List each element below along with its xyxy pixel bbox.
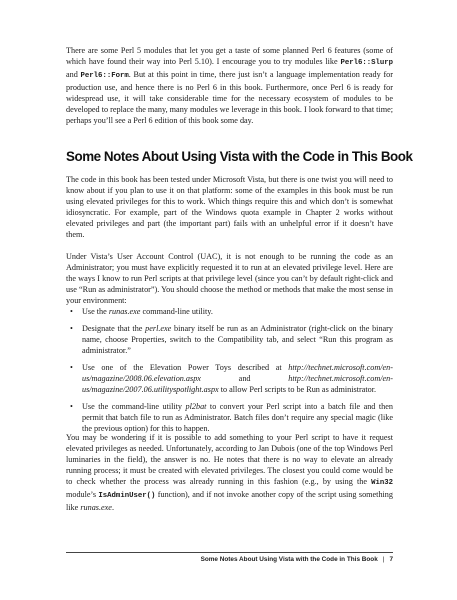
- footer-separator: |: [382, 556, 385, 563]
- vista-paragraph-1: The code in this book has been tested under Microsoft Vista, but there is one twist you will need to know about if you plan to use it on that platform: some of the examples in this book must be run using elevated privileges for this to work. Which things require this and which don’t is somewhat idiosyncratic. For example, part of the Windows quota example in Chapter 2 works without elevated privileges and part (the important part) fails with an unhelpful error if it doesn’t have them.: [66, 175, 393, 239]
- running-footer-title: Some Notes About Using Vista with the Code in This Book: [200, 556, 378, 563]
- vista-paragraph-2: Under Vista’s User Account Control (UAC), it is not enough to be running the code as an Administrator; you must have explicitly requested it to run at an elevated privilege level. Here are the ways I know to run Perl scripts at that privilege level (since you can’t by default right-click and use “Run as administrator”). You should choose the method or methods that make the most sense in your environment:: [66, 252, 393, 305]
- list-item: • Use one of the Elevation Power Toys described at http://technet.microsoft.com/en-us/magazine/2008.06.elevation.aspx and http://technet.microsoft.com/en-us/magazine/2007.06.utilityspotlight.aspx to allow Perl scripts to be Run as administrator.: [70, 363, 393, 394]
- intro-text-c: . But at this point in time, there just isn’t a language implementation ready for production use, and hence there is no Perl 6 in this book. Furthermore, once Perl 6 is ready for widespread use, it will take considerable time for the necessary ecosystem of modules to be developed to replace the many, many modules we leverage in this book. I look forward to that time; perhaps you’ll see a Perl 6 edition of this book some day.: [66, 70, 393, 125]
- perl-exe-filename: perl.exe: [145, 324, 172, 333]
- intro-text-b: and: [66, 70, 81, 79]
- pl2bat-utility-name: pl2bat: [185, 402, 207, 411]
- bullet-marker: •: [70, 363, 73, 372]
- module-perl6-slurp: Perl6::Slurp: [340, 59, 393, 67]
- list-item: • Use the runas.exe command-line utility.: [70, 307, 213, 316]
- footer-divider: [66, 552, 393, 553]
- module-perl6-form: Perl6::Form: [80, 72, 129, 80]
- page-number: 7: [389, 556, 393, 563]
- list-item: • Use the command-line utility pl2bat to convert your Perl script into a batch file and then permit that batch file to run as Administrator. Batch files don’t require any special magic (like the previous option) for this to happen.: [70, 402, 393, 433]
- runas-filename: runas.exe: [80, 503, 112, 512]
- bullet-marker: •: [70, 324, 73, 333]
- bullet-marker: •: [70, 402, 73, 411]
- runas-filename: runas.exe: [108, 307, 141, 316]
- elevation-paragraph: You may be wondering if it is possible to add something to your Perl script to have it request elevated privileges as needed. Unfortunately, according to Jan Dubois (one of the top Windows Perl luminaries in the field), the answer is no. He notes that there is no way to elevate an already running process; it must be created with elevated privileges. The closest you could come would be to check whether the process was already running in this fashion (e.g., by using the Win32 module’s IsAdminUser() function), and if not invoke another copy of the script using something like runas.exe.: [66, 433, 393, 512]
- list-item: • Designate that the perl.exe binary itself be run as an Administrator (right-click on the binary name, choose Properties, switch to the Compatibility tab, and select “Run this program as administrator.”: [70, 324, 393, 355]
- intro-text-a: There are some Perl 5 modules that let you get a taste of some planned Perl 6 features (some of which have found their way into Perl 5.10). I encourage you to try modules like: [66, 46, 393, 66]
- module-win32: Win32: [371, 479, 393, 487]
- bullet-marker: •: [70, 307, 73, 316]
- utilityspotlight-url-link[interactable]: http://technet.microsoft.com/en-us/magazine/2007.06.utilityspotlight.aspx: [82, 374, 393, 394]
- intro-paragraph: [66, 45, 393, 133]
- section-heading: Some Notes About Using Vista with the Code in This Book: [66, 149, 413, 164]
- methods-list: [66, 306, 393, 440]
- elevation-url-link[interactable]: http://technet.microsoft.com/en-us/magazine/2008.06.elevation.aspx: [82, 363, 393, 383]
- function-isadminuser: IsAdminUser(): [98, 492, 156, 500]
- page-footer: [66, 556, 393, 563]
